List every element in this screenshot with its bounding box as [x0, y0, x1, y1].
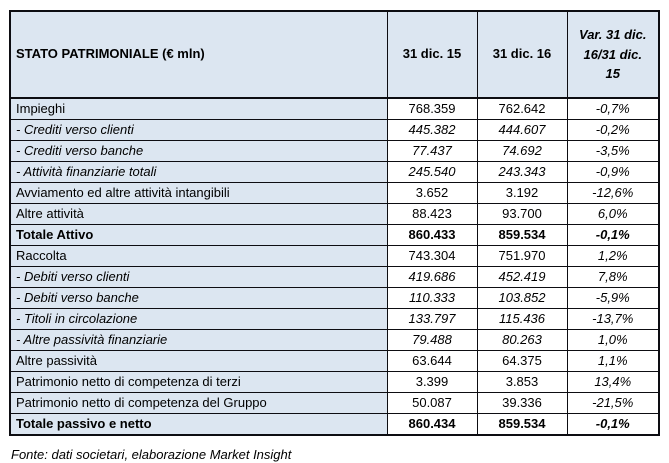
value-2016: 859.534 [477, 225, 567, 246]
balance-sheet-table [9, 10, 660, 436]
value-2015: 63.644 [387, 351, 477, 372]
table-row [10, 288, 659, 309]
value-2016: 115.436 [477, 309, 567, 330]
row-label: Raccolta [10, 246, 387, 267]
table-row-totale-passivo [10, 414, 659, 436]
source-note: Fonte: dati societari, elaborazione Market Insight [11, 447, 292, 462]
value-2015: 245.540 [387, 162, 477, 183]
value-2015: 768.359 [387, 98, 477, 120]
table-row [10, 393, 659, 414]
value-2016: 74.692 [477, 141, 567, 162]
row-label: - Crediti verso clienti [10, 120, 387, 141]
value-2015: 860.433 [387, 225, 477, 246]
row-label: Totale Attivo [10, 225, 387, 246]
value-2015: 133.797 [387, 309, 477, 330]
header-row [10, 11, 659, 98]
value-2015: 110.333 [387, 288, 477, 309]
value-2015: 419.686 [387, 267, 477, 288]
value-variation: 1,0% [567, 330, 659, 351]
value-2016: 859.534 [477, 414, 567, 436]
value-variation: -21,5% [567, 393, 659, 414]
value-2016: 762.642 [477, 98, 567, 120]
column-header-variation: Var. 31 dic. 16/31 dic. 15 [567, 11, 659, 98]
table-row-total-attivo [10, 225, 659, 246]
value-2016: 39.336 [477, 393, 567, 414]
value-variation: 13,4% [567, 372, 659, 393]
value-variation: -0,1% [567, 225, 659, 246]
row-label: Patrimonio netto di competenza di terzi [10, 372, 387, 393]
value-2016: 243.343 [477, 162, 567, 183]
row-label: - Crediti verso banche [10, 141, 387, 162]
table-row [10, 372, 659, 393]
table-row [10, 183, 659, 204]
value-variation: 1,2% [567, 246, 659, 267]
value-2015: 79.488 [387, 330, 477, 351]
value-2016: 93.700 [477, 204, 567, 225]
value-2016: 64.375 [477, 351, 567, 372]
value-2015: 50.087 [387, 393, 477, 414]
value-2015: 3.652 [387, 183, 477, 204]
value-2016: 444.607 [477, 120, 567, 141]
value-variation: -0,1% [567, 414, 659, 436]
table-row [10, 309, 659, 330]
value-2015: 3.399 [387, 372, 477, 393]
value-variation: 1,1% [567, 351, 659, 372]
table-row [10, 246, 659, 267]
value-2015: 77.437 [387, 141, 477, 162]
row-label: Altre passività [10, 351, 387, 372]
value-2016: 3.853 [477, 372, 567, 393]
value-variation: -0,2% [567, 120, 659, 141]
table-row [10, 267, 659, 288]
table-row [10, 204, 659, 225]
table-title: STATO PATRIMONIALE (€ mln) [10, 11, 387, 98]
value-2015: 743.304 [387, 246, 477, 267]
row-label: - Debiti verso banche [10, 288, 387, 309]
table-row [10, 98, 659, 120]
row-label: Patrimonio netto di competenza del Gruppo [10, 393, 387, 414]
row-label: - Titoli in circolazione [10, 309, 387, 330]
value-variation: -0,7% [567, 98, 659, 120]
table-row [10, 162, 659, 183]
column-header-31-dic-16: 31 dic. 16 [477, 11, 567, 98]
value-variation: -0,9% [567, 162, 659, 183]
table-row [10, 330, 659, 351]
row-label: Totale passivo e netto [10, 414, 387, 436]
value-variation: 7,8% [567, 267, 659, 288]
table-row [10, 351, 659, 372]
value-2016: 751.970 [477, 246, 567, 267]
row-label: Avviamento ed altre attività intangibili [10, 183, 387, 204]
value-2016: 3.192 [477, 183, 567, 204]
value-variation: -12,6% [567, 183, 659, 204]
value-variation: 6,0% [567, 204, 659, 225]
value-2015: 860.434 [387, 414, 477, 436]
table-row [10, 120, 659, 141]
table-row [10, 141, 659, 162]
value-2015: 445.382 [387, 120, 477, 141]
value-variation: -13,7% [567, 309, 659, 330]
value-2015: 88.423 [387, 204, 477, 225]
row-label: Altre attività [10, 204, 387, 225]
value-2016: 103.852 [477, 288, 567, 309]
column-header-31-dic-15: 31 dic. 15 [387, 11, 477, 98]
row-label: - Altre passività finanziarie [10, 330, 387, 351]
row-label: Impieghi [10, 98, 387, 120]
value-2016: 452.419 [477, 267, 567, 288]
row-label: - Attività finanziarie totali [10, 162, 387, 183]
value-variation: -5,9% [567, 288, 659, 309]
value-variation: -3,5% [567, 141, 659, 162]
value-2016: 80.263 [477, 330, 567, 351]
row-label: - Debiti verso clienti [10, 267, 387, 288]
